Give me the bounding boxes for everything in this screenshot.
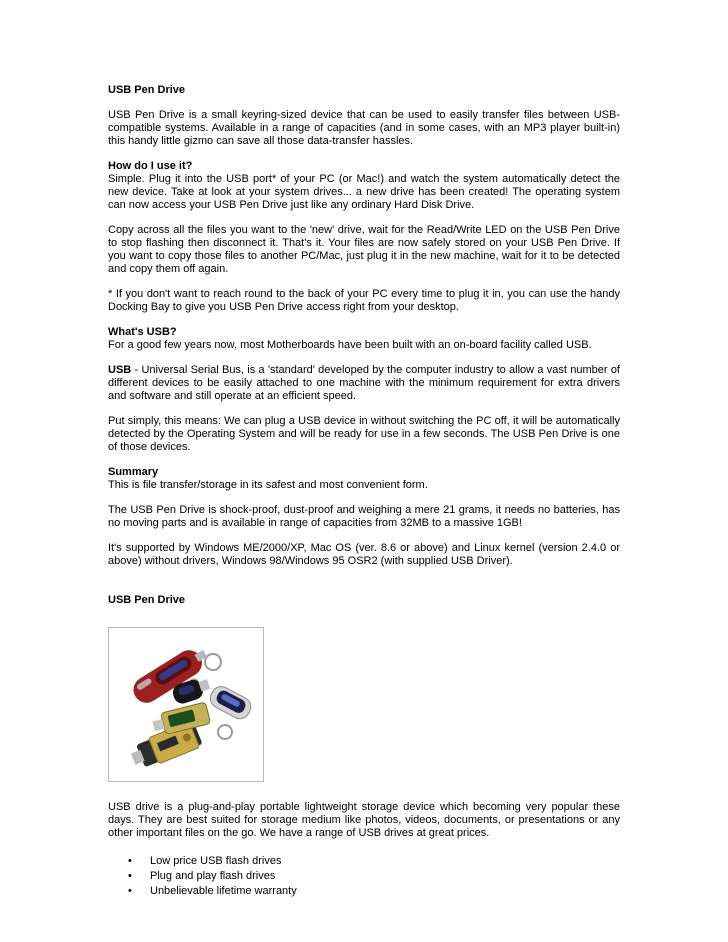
keyring-2	[218, 725, 232, 739]
navy-drive	[207, 683, 254, 722]
usb-paragraph-2	[108, 364, 620, 403]
how-paragraph-1: Simple. Plug it into the USB port* of your PC (or Mac!) and watch the system automatically detect the new device. Take at look at your system drives... a new drive has been created! The operating system can now access your USB Pen Drive just like any ordinary Hard Disk Drive.	[108, 173, 620, 211]
usb-drives-photo	[108, 627, 264, 782]
summary-paragraph-2: The USB Pen Drive is shock-proof, dust-proof and weighing a mere 21 grams, it needs no batteries, has no moving parts and is available in range of capacities from 32MB to a massive 1GB!	[108, 504, 620, 529]
intro-paragraph: USB Pen Drive is a small keyring-sized device that can be used to easily transfer files between USB-compatible systems. Available in a range of capacities (and in some cases, with an MP3 player built-in) this handy little gizmo can save all those data-transfer hassles.	[108, 109, 620, 147]
section2-title: USB Pen Drive	[108, 594, 186, 606]
list-item	[108, 884, 620, 899]
summary-paragraph-1: This is file transfer/storage in its safest and most convenient form.	[108, 479, 428, 491]
usb-term: USB	[108, 364, 132, 376]
list-item	[108, 854, 620, 869]
summary-paragraph-3: It's supported by Windows ME/2000/XP, Mac OS (ver. 8.6 or above) and Linux kernel (version 2.4.0 or above) without drivers, Windows 98/Windows 95 OSR2 (with supplied USB Driver).	[108, 542, 620, 567]
bullet-marker: •	[128, 855, 132, 867]
how-heading: How do I use it?	[108, 160, 193, 172]
usb-heading: What's USB?	[108, 326, 177, 338]
document-page	[108, 84, 620, 899]
list-item-text: Unbelievable lifetime warranty	[150, 885, 297, 897]
summary-heading: Summary	[108, 466, 159, 478]
usb-definition: - Universal Serial Bus, is a 'standard' developed by the computer industry to allow a vast number of different devices to be easily attached to one machine with the minimum requirement for extra drivers and software and still operate at an efficient speed.	[108, 364, 620, 402]
usb-paragraph-1: For a good few years now, most Motherboards have been built with an on-board facility called USB.	[108, 339, 592, 351]
list-item	[108, 869, 620, 884]
list-item-text: Plug and play flash drives	[150, 870, 276, 882]
bullet-marker: •	[128, 870, 132, 882]
bullet-marker: •	[128, 885, 132, 897]
description-paragraph: USB drive is a plug-and-play portable lightweight storage device which becoming very popular these days. They are best suited for storage medium like photos, videos, documents, or presentations or any other important files on the go. We have a range of USB drives at great prices.	[108, 801, 620, 839]
feature-list	[108, 854, 620, 899]
keyring-1	[205, 654, 221, 670]
how-note: * If you don't want to reach round to the back of your PC every time to plug it in, you can use the handy Docking Bay to give you USB Pen Drive access right from your desktop.	[108, 288, 620, 313]
usb-paragraph-3: Put simply, this means: We can plug a USB device in without switching the PC off, it will be automatically detected by the Operating System and will be ready for use in a few seconds. The USB Pen Drive is one of those devices.	[108, 415, 620, 453]
usb-drives-illustration	[109, 628, 263, 781]
list-item-text: Low price USB flash drives	[150, 855, 282, 867]
how-paragraph-2: Copy across all the files you want to the 'new' drive, wait for the Read/Write LED on the USB Pen Drive to stop flashing then disconnect it. That's it. Your files are now safely stored on your USB Pen Drive. If you want to copy those files to another PC/Mac, just plug it in the new machine, wait for it to be detected and copy them off again.	[108, 224, 620, 275]
doc-title: USB Pen Drive	[108, 84, 186, 96]
